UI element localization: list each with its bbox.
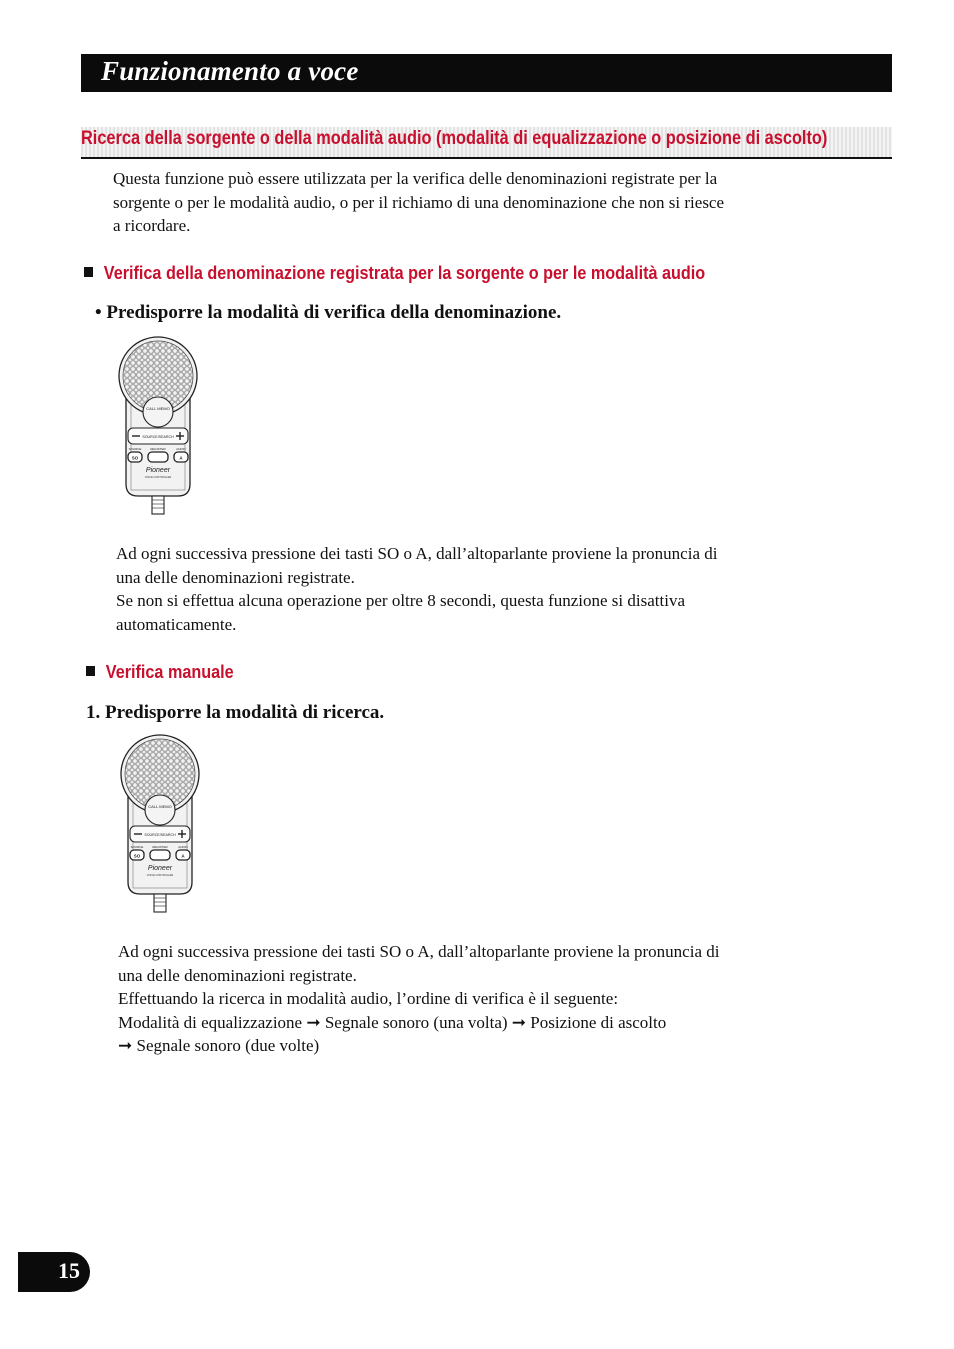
source-key-label: SO [133,853,141,859]
subsection-heading-text: Verifica manuale [105,662,234,682]
intro-line: Questa funzione può essere utilizzata per la verifica delle denominazioni registrate per la [113,169,718,188]
paragraph-line: Ad ogni successiva pressione dei tasti SO o A, dall’altoparlante proviene la pronuncia di [116,544,718,563]
paragraph-line: una delle denominazioni registrate. [116,567,355,587]
button-label: AUDIO [178,845,188,849]
voice-controller-illustration [114,734,206,916]
source-key-label: SO [131,455,139,461]
page-number: 15 [58,1258,80,1283]
paragraph-line: ➞ Segnale sonoro (due volte) [118,1036,320,1055]
step-set-search-mode: 1. Predisporre la modalità di ricerca. [86,702,385,723]
subsection-heading-text: Verifica della denominazione registrata per la sorgente o per le modalità audio [103,263,706,283]
button-label: REGISTER [152,845,168,849]
manual-verify-paragraph [118,940,719,1058]
brand-logo: Pioneer [145,467,171,474]
source-search-label: SOURCE/SEARCH [142,435,174,439]
button-label: REGISTER [150,447,166,451]
paragraph-line: Effettuando la ricerca in modalità audio, l’ordine di verifica è il seguente: [118,989,619,1008]
paragraph-line: Ad ogni successiva pressione dei tasti SO o A, dall’altoparlante proviene la pronuncia di [118,942,720,961]
voice-controller-illustration [112,336,204,518]
brand-logo: Pioneer [147,865,173,872]
button-label: AUDIO [176,447,186,451]
intro-line: a ricordare. [113,216,191,235]
chapter-title: Funzionamento a voce [101,56,359,86]
controller-sublabel: VOICE CONTROLLER [146,874,174,877]
audio-key-label: A [179,455,183,461]
square-bullet-icon [86,666,95,676]
paragraph-line: Se non si effettua alcuna operazione per oltre 8 secondi, questa funzione si disattiva [116,591,685,610]
step-set-verify-mode: • Predisporre la modalità di verifica della denominazione. [95,302,562,323]
call-memo-label: CALL MEMO [146,406,170,411]
subsection-heading-verify-registered [84,263,705,284]
page-number-tab [18,1252,90,1292]
paragraph-line: automaticamente. [116,614,237,634]
paragraph-line: una delle denominazioni registrate. [118,965,357,985]
chapter-banner [81,54,892,92]
section-heading-bar [81,127,892,159]
square-bullet-icon [84,267,93,277]
verify-paragraph [116,542,717,636]
call-memo-label: CALL MEMO [148,804,172,809]
intro-line: sorgente o per le modalità audio, o per il richiamo di una denominazione che non si riesce [113,192,725,212]
paragraph-line: Modalità di equalizzazione ➞ Segnale sonoro (una volta) ➞ Posizione di ascolto [118,1012,667,1032]
button-label: SOURCE [128,447,142,451]
controller-sublabel: VOICE CONTROLLER [144,476,172,479]
subsection-heading-manual-verify [86,662,234,683]
audio-key-label: A [181,853,185,859]
section-heading: Ricerca della sorgente o della modalità audio (modalità di equalizzazione o posizione di ascolto) [81,128,828,149]
button-label: SOURCE [130,845,144,849]
intro-paragraph [113,167,724,238]
source-search-label: SOURCE/SEARCH [144,833,176,837]
